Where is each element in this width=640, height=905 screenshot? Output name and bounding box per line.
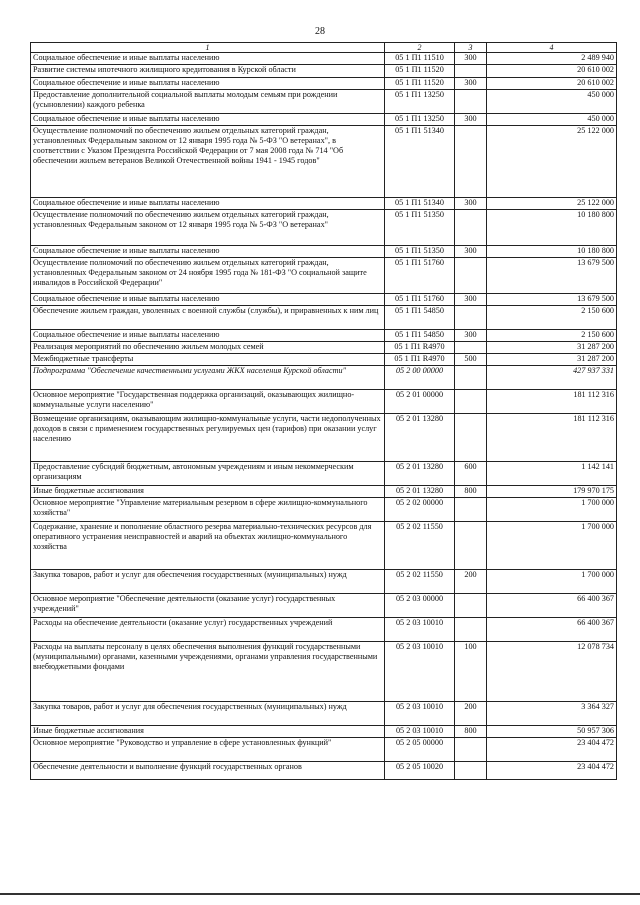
row-expense-type [455,65,487,78]
row-name: Иные бюджетные ассигнования [31,486,385,498]
table-row [31,53,617,65]
row-code: 05 1 П1 R4970 [385,354,455,366]
row-amount: 181 112 316 [487,390,617,414]
table-row [31,726,617,738]
table-row [31,210,617,246]
row-expense-type: 800 [455,486,487,498]
row-code: 05 2 05 00000 [385,738,455,762]
row-expense-type [455,258,487,294]
row-expense-type: 200 [455,570,487,594]
row-amount: 3 364 327 [487,702,617,726]
budget-table [30,42,617,780]
row-amount: 25 122 000 [487,198,617,210]
table-row [31,738,617,762]
row-code: 05 1 П1 11510 [385,53,455,65]
row-amount: 31 287 200 [487,342,617,354]
row-code: 05 1 П1 11520 [385,78,455,90]
row-name: Обеспечение жильем граждан, уволенных с военной службы (службы), и приравненных к ним лиц [31,306,385,330]
row-code: 05 1 П1 51340 [385,126,455,198]
row-name: Социальное обеспечение и иные выплаты населению [31,294,385,306]
row-expense-type: 200 [455,702,487,726]
table-row [31,114,617,126]
table-row [31,462,617,486]
row-expense-type [455,342,487,354]
table-row [31,78,617,90]
row-name: Социальное обеспечение и иные выплаты населению [31,53,385,65]
table-row [31,618,617,642]
row-code: 05 1 П1 13250 [385,114,455,126]
table-row [31,522,617,570]
row-code: 05 1 П1 13250 [385,90,455,114]
row-code: 05 1 П1 51760 [385,294,455,306]
row-name: Расходы на обеспечение деятельности (оказание услуг) государственных учреждений [31,618,385,642]
table-row [31,330,617,342]
row-amount: 31 287 200 [487,354,617,366]
row-amount: 13 679 500 [487,258,617,294]
row-amount: 450 000 [487,90,617,114]
row-expense-type [455,414,487,462]
row-expense-type [455,390,487,414]
row-code: 05 2 02 00000 [385,498,455,522]
row-name: Закупка товаров, работ и услуг для обеспечения государственных (муниципальных) нужд [31,570,385,594]
table-row [31,65,617,78]
table-row [31,486,617,498]
row-expense-type [455,738,487,762]
row-amount: 50 957 306 [487,726,617,738]
row-name: Осуществление полномочий по обеспечению жильем отдельных категорий граждан, установленных Федеральным законом от 12 января 1995 года № 5-ФЗ "О ветеранах", в соответствии с Указом Президента Российской Федерации от 7 мая 2008 года № 714 "Об обеспечении жильем ветеранов Великой Отечественной войны 1941 - 1945 годов" [31,126,385,198]
row-amount: 1 700 000 [487,498,617,522]
row-name: Социальное обеспечение и иные выплаты населению [31,78,385,90]
row-code: 05 2 05 10020 [385,762,455,780]
row-code: 05 1 П1 51350 [385,246,455,258]
row-code: 05 2 03 10010 [385,702,455,726]
row-name: Осуществление полномочий по обеспечению жильем отдельных категорий граждан, установленных Федеральным законом от 12 января 1995 года № 5-ФЗ "О ветеранах" [31,210,385,246]
table-row [31,762,617,780]
row-amount: 13 679 500 [487,294,617,306]
row-expense-type: 300 [455,198,487,210]
row-code: 05 1 П1 51760 [385,258,455,294]
row-expense-type: 300 [455,78,487,90]
row-name: Социальное обеспечение и иные выплаты населению [31,330,385,342]
row-code: 05 2 01 13280 [385,414,455,462]
table-row [31,342,617,354]
row-name: Основное мероприятие "Руководство и управление в сфере установленных функций" [31,738,385,762]
row-code: 05 1 П1 51350 [385,210,455,246]
row-amount: 1 700 000 [487,570,617,594]
table-row [31,702,617,726]
table-header-row [31,43,617,53]
header-col-2: 2 [385,43,455,53]
row-expense-type: 300 [455,246,487,258]
row-expense-type [455,90,487,114]
row-expense-type: 300 [455,294,487,306]
row-amount: 1 700 000 [487,522,617,570]
table-row [31,498,617,522]
row-expense-type [455,498,487,522]
table-row [31,366,617,390]
row-amount: 2 150 600 [487,330,617,342]
row-expense-type [455,210,487,246]
row-code: 05 1 П1 54850 [385,306,455,330]
row-name: Социальное обеспечение и иные выплаты населению [31,114,385,126]
row-name: Социальное обеспечение и иные выплаты населению [31,198,385,210]
row-expense-type: 600 [455,462,487,486]
row-code: 05 2 00 00000 [385,366,455,390]
row-expense-type [455,126,487,198]
header-col-1: 1 [31,43,385,53]
table-row [31,390,617,414]
row-code: 05 1 П1 R4970 [385,342,455,354]
row-amount: 23 404 472 [487,738,617,762]
row-code: 05 2 03 10010 [385,726,455,738]
row-expense-type [455,306,487,330]
row-code: 05 2 02 11550 [385,522,455,570]
table-row [31,198,617,210]
row-amount: 427 937 331 [487,366,617,390]
row-expense-type: 300 [455,114,487,126]
row-name: Межбюджетные трансферты [31,354,385,366]
row-name: Подпрограмма "Обеспечение качественными услугами ЖКХ населения Курской области" [31,366,385,390]
row-amount: 2 150 600 [487,306,617,330]
bottom-divider [0,893,640,895]
row-name: Социальное обеспечение и иные выплаты населению [31,246,385,258]
row-amount: 450 000 [487,114,617,126]
row-code: 05 2 01 00000 [385,390,455,414]
row-amount: 10 180 800 [487,246,617,258]
row-expense-type [455,366,487,390]
row-expense-type: 300 [455,53,487,65]
row-name: Содержание, хранение и пополнение областного резерва материально-технических ресурсов для оперативного устранения неисправностей и аварий на объектах жилищно-коммунального хозяйства [31,522,385,570]
row-amount: 181 112 316 [487,414,617,462]
row-name: Основное мероприятие "Обеспечение деятельности (оказание услуг) государственных учреждений" [31,594,385,618]
table-row [31,126,617,198]
table-row [31,246,617,258]
table-row [31,414,617,462]
row-name: Предоставление субсидий бюджетным, автономным учреждениям и иным некоммерческим организациям [31,462,385,486]
row-amount: 20 610 002 [487,78,617,90]
row-expense-type: 100 [455,642,487,702]
table-row [31,90,617,114]
row-code: 05 1 П1 51340 [385,198,455,210]
row-amount: 66 400 367 [487,594,617,618]
row-expense-type [455,618,487,642]
page-number: 28 [315,26,325,37]
row-name: Развитие системы ипотечного жилищного кредитования в Курской области [31,65,385,78]
row-name: Осуществление полномочий по обеспечению жильем отдельных категорий граждан, установленных Федеральным законом от 24 ноября 1995 года № 181-ФЗ "О социальной защите инвалидов в Российской Федерации" [31,258,385,294]
row-amount: 25 122 000 [487,126,617,198]
row-amount: 10 180 800 [487,210,617,246]
row-code: 05 2 03 10010 [385,642,455,702]
table-row [31,258,617,294]
row-expense-type [455,594,487,618]
row-amount: 23 404 472 [487,762,617,780]
row-amount: 179 970 175 [487,486,617,498]
row-name: Закупка товаров, работ и услуг для обеспечения государственных (муниципальных) нужд [31,702,385,726]
row-amount: 2 489 940 [487,53,617,65]
row-code: 05 2 01 13280 [385,486,455,498]
row-amount: 66 400 367 [487,618,617,642]
row-code: 05 1 П1 11520 [385,65,455,78]
row-name: Обеспечение деятельности и выполнение функций государственных органов [31,762,385,780]
row-code: 05 2 01 13280 [385,462,455,486]
row-code: 05 2 03 10010 [385,618,455,642]
row-amount: 20 610 002 [487,65,617,78]
row-name: Основное мероприятие "Государственная поддержка организаций, оказывающих жилищно-коммунальные услуги населению" [31,390,385,414]
row-name: Предоставление дополнительной социальной выплаты молодым семьям при рождении (усыновлении) каждого ребенка [31,90,385,114]
row-amount: 1 142 141 [487,462,617,486]
row-code: 05 2 02 11550 [385,570,455,594]
table-row [31,354,617,366]
table-row [31,306,617,330]
table-row [31,294,617,306]
row-code: 05 1 П1 54850 [385,330,455,342]
row-expense-type [455,522,487,570]
row-expense-type: 300 [455,330,487,342]
row-expense-type [455,762,487,780]
table-row [31,642,617,702]
row-code: 05 2 03 00000 [385,594,455,618]
row-name: Возмещение организациям, оказывающим жилищно-коммунальные услуги, части недополученных доходов в связи с применением государственных регулируемых цен (тарифов) при оказании услуг населению [31,414,385,462]
row-name: Расходы на выплаты персоналу в целях обеспечения выполнения функций государственными (муниципальными) органами, казенными учреждениями, органами управления государственными внебюджетными фондами [31,642,385,702]
table-row [31,570,617,594]
table-row [31,594,617,618]
header-col-4: 4 [487,43,617,53]
row-name: Основное мероприятие "Управление материальным резервом в сфере жилищно-коммунального хозяйства" [31,498,385,522]
row-name: Реализация мероприятий по обеспечению жильем молодых семей [31,342,385,354]
row-name: Иные бюджетные ассигнования [31,726,385,738]
header-col-3: 3 [455,43,487,53]
row-amount: 12 078 734 [487,642,617,702]
row-expense-type: 800 [455,726,487,738]
row-expense-type: 500 [455,354,487,366]
